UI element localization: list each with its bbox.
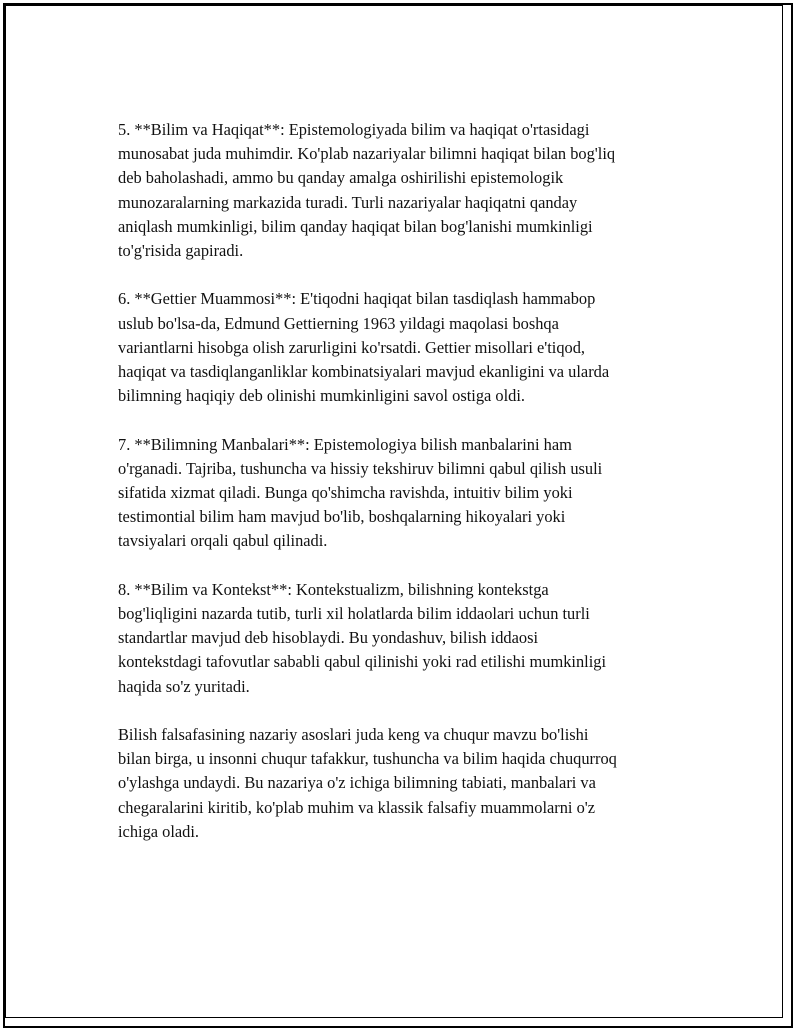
paragraph-bilimning-manbalari: 7. **Bilimning Manbalari**: Epistemologiya bilish manbalarini ham o'rganadi. Tajriba, tushuncha va hissiy tekshiruv bilimni qabul qilish usuli sifatida xizmat qiladi. Bunga qo'shimcha ravishda, intuitiv bilim yoki testimontial bilim ham mavjud bo'lib, boshqalarning hikoyalari yoki tavsiyalari orqali qabul qilinadi. [118,434,603,551]
paragraph-bilim-va-haqiqat: 5. **Bilim va Haqiqat**: Epistemologiyada bilim va haqiqat o'rtasidagi munosabat juda muhimdir. Ko'plab nazariyalar bilimni haqiqat bilan bog'liq deb baholashadi, ammo bu qanday amalga oshirilishi epistemologik munozaralarning markazida turadi. Turli nazariyalar haqiqatni qanday aniqlash mumkinligi, bilim qanday haqiqat bilan bog'lanishi mumkinligi to'g'risida gapiradi. [118,120,616,261]
paragraph-bilim-va-kontekst: 8. **Bilim va Kontekst**: Kontekstualizm, bilishning kontekstga bog'liqligini nazarda tutib, turli xil holatlarda bilim iddaolari uchun turli standartlar mavjud deb hisoblaydi. Bu yondashuv, bilish iddaosi kontekstdagi tafovutlar sababli qabul qilinishi yoki rad etilishi mumkinligi haqida so'z yuritadi. [118,579,607,696]
paragraph-gettier-muammosi: 6. **Gettier Muammosi**: E'tiqodni haqiqat bilan tasdiqlash hammabop uslub bo'lsa-da, Edmund Gettierning 1963 yildagi maqolasi boshqa variantlarni hisobga olish zarurligini ko'rsatdi. Gettier misollari e'tiqod, haqiqat va tasdiqlanganliklar kombinatsiyalari mavjud ekanligini va ularda bilimning haqiqiy deb olinishi mumkinligini savol ostiga oldi. [118,289,610,406]
paragraph-conclusion: Bilish falsafasining nazariy asoslari juda keng va chuqur mavzu bo'lishi bilan birga, u insonni chuqur tafakkur, tushuncha va bilim haqida chuqurroq o'ylashga undaydi. Bu nazariya o'z ichiga bilimning tabiati, manbalari va chegaralarini kiritib, ko'plab muhim va klassik falsafiy muammolarni o'z ichiga oladi. [118,725,617,841]
document-body [118,118,698,868]
